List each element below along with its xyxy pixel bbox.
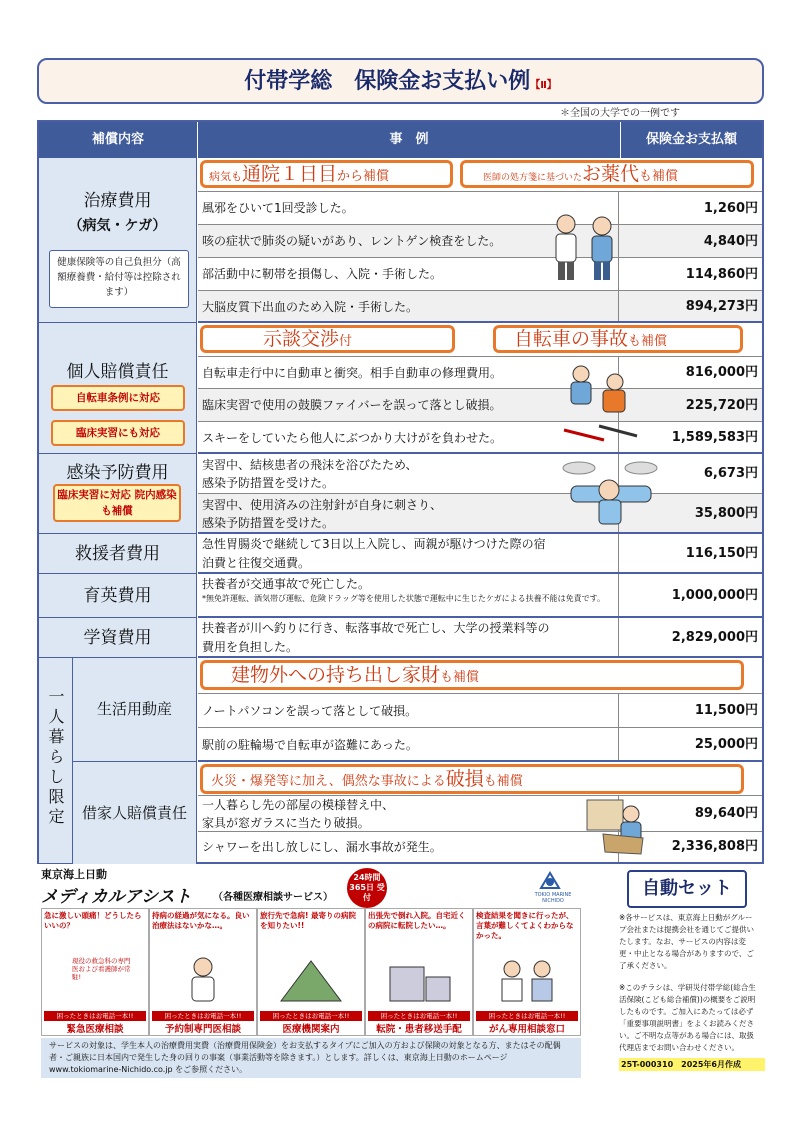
service-card-transfer: 出張先で倒れ入院。自宅近くの病院に転院したい…。 困ったときはお電話一本!! 転院・患者移送手配 <box>365 908 473 1036</box>
table-row: 大脳皮質下出血のため入院・手術した。 894,273円 <box>198 291 762 323</box>
movables-label: 生活用動産 <box>96 700 172 718</box>
table-row: 臨床実習で使用の鼓膜ファイバーを誤って落とし破損。 225,720円 <box>198 389 762 422</box>
table-row: 扶養者が交通事故で死亡した。 *無免許運転、酒気帯び運転、危険ドラッグ等を使用した状態で運転中に生じたケガによる扶養不能は免責です。 1,000,000円 <box>198 574 762 618</box>
movables-banner: 建物外への持ち出し家財も補償 <box>200 660 744 690</box>
service-card-specialist: 持病の経過が気になる。良い治療法はないかな…。 困ったときはお電話一本!! 予約制専門医相談 <box>149 908 257 1036</box>
table-row: 実習中、使用済みの注射針が自身に刺さり、 感染予防措置を受けた。 35,800円 <box>198 494 762 534</box>
service-card-cancer: 検査結果を聞きに行ったが、言葉が難しくてよくわからなかった。 困ったときはお電話一本!! がん専用相談窓口 <box>473 908 581 1036</box>
treatment-banner-1: 病気も通院１日目から補償 <box>200 160 453 188</box>
table-row: 一人暮らし先の部屋の模様替え中、 家具が窓ガラスに当たり破損。 89,640円 <box>198 796 762 832</box>
treatment-banner-row <box>198 158 762 192</box>
footer-code: 25T-000310 2025年6月作成 <box>619 1058 765 1071</box>
table-row: ノートパソコンを誤って落として破損。 11,500円 <box>198 694 762 728</box>
footer-side-note-2: ※このチラシは、学研災付帯学総(総合生活保険(こども総合補償))の概要をご説明したものです。ご加入にあたっては必ず「重要事項説明書」をよくお読みください。ご不明な点等がある場合には、取扱代理店までお問い合わせください。 <box>619 983 756 1052</box>
tenant-label: 借家人賠償責任 <box>81 804 187 822</box>
title-suffix: 【Ⅱ】 <box>530 80 557 91</box>
hospital-building-icon <box>384 953 454 1003</box>
rescue-label: 救援者費用 <box>75 544 160 564</box>
liability-tag-bicycle: 自転車条例に対応 <box>51 385 185 411</box>
section-tuition <box>39 618 197 658</box>
footer-company: 東京海上日動 <box>41 868 107 881</box>
treatment-label: 治療費用 <box>83 191 152 211</box>
doctor-icon <box>168 953 238 1003</box>
doctor-patient-illustration <box>544 208 624 288</box>
tenant-banner-row <box>198 762 762 796</box>
section-treatment <box>39 158 197 323</box>
infection-tag: 臨床実習に対応 院内感染も補償 <box>53 484 181 522</box>
benefit-table <box>37 120 764 864</box>
liability-banner-1: 示談交渉付 <box>200 325 455 353</box>
section-movables <box>73 658 197 762</box>
liability-label: 個人賠償責任 <box>66 362 169 382</box>
table-row: 実習中、結核患者の飛沫を浴びたため、 感染予防措置を受けた。 6,673円 <box>198 454 762 494</box>
section-tenant <box>73 762 197 864</box>
footer-side-note-1: ※各サービスは、東京海上日動がグループ会社または提携会社を通じてご提供いたします。なお、サービスの内容は変更・中止となる場合がありますので、ご了承ください。 <box>619 913 754 970</box>
footer-service-sub: （各種医療相談サービス） <box>213 892 333 903</box>
page-title: 付帯学総 保険金お支払い例 <box>244 69 531 94</box>
living-alone-label: 一人暮らし限定 <box>46 688 65 828</box>
movables-banner-row <box>198 658 762 694</box>
skier-collision-illustration <box>559 360 639 448</box>
surgery-illustration <box>559 456 659 532</box>
liability-banner-2: 自転車の事故も補償 <box>493 325 743 353</box>
header-example: 事 例 <box>198 122 621 158</box>
table-row: 部活動中に靭帯を損傷し、入院・手術した。 114,860円 <box>198 258 762 291</box>
table-row: 咳の症状で肺炎の疑いがあり、レントゲン検査をした。 4,840円 <box>198 225 762 258</box>
section-infection <box>39 454 197 534</box>
treatment-banner-2: 医師の処方箋に基づいたお薬代も補償 <box>460 160 754 188</box>
treatment-sub: （病気・ケガ） <box>68 218 167 234</box>
footer <box>37 866 764 1128</box>
section-upbringing <box>39 574 197 618</box>
footer-disclaimer: サービスの対象は、学生本人の治療費用実費（治療費用保険金）をお支払するタイプにご加入の方および保険の対象となる方、またはその配偶者・ご親族に日本国内で発生した身の回りの事案（事業活動等を除きます。）とします。詳しくは、東京海上日動のホームページ www.tokiomarine-Nichido.co.jp をご参照ください。 <box>41 1038 581 1078</box>
footer-service: メディカルアシスト <box>41 887 192 907</box>
tokio-marine-logo-text: TOKIO MARINE NICHIDO <box>534 892 572 904</box>
table-row: 急性胃腸炎で継続して3日以上入院し、両親が駆けつけた際の宿 泊費と往復交通費。 116,150円 <box>198 534 762 574</box>
tenant-banner: 火災・爆発等に加え、偶然な事故による破損も補償 <box>200 764 744 794</box>
footer-24h-badge: 24時間 365日 受付 <box>347 868 387 908</box>
title-box <box>37 58 764 104</box>
infection-label: 感染予防費用 <box>66 463 169 483</box>
table-row: シャワーを出し放しにし、漏水事故が発生。 2,336,808円 <box>198 832 762 862</box>
tent-icon <box>276 953 346 1003</box>
service-card-emergency: 急に激しい頭痛！どうしたらいいの？ 現役の救急科の専門医および看護師が常駐! 困ったときはお電話一本!! 緊急医療相談 <box>41 908 149 1036</box>
section-rescue <box>39 534 197 574</box>
upbringing-label: 育英費用 <box>83 586 152 606</box>
section-living-alone <box>39 658 73 864</box>
table-row: 扶養者が川へ釣りに行き、転落事故で死亡し、大学の授業料等の 費用を負担した。 2,829,000円 <box>198 618 762 658</box>
table-row: スキーをしていたら他人にぶつかり大けがを負わせた。 1,589,583円 <box>198 422 762 454</box>
treatment-note: 健康保険等の自己負担分（高額療養費・給付等は控除されます） <box>49 250 189 308</box>
furniture-accident-illustration <box>583 794 653 860</box>
table-row: 駅前の駐輪場で自転車が盗難にあった。 25,000円 <box>198 728 762 762</box>
header-amount: 保険金お支払額 <box>621 122 762 158</box>
subnote: ＊全国の大学での一例です <box>560 108 680 119</box>
section-liability <box>39 323 197 454</box>
header-coverage: 補償内容 <box>39 122 198 158</box>
liability-tag-clinical: 臨床実習にも対応 <box>51 420 185 446</box>
liability-banner-row <box>198 323 762 357</box>
consultation-icon <box>492 953 562 1003</box>
tuition-label: 学資費用 <box>83 628 152 648</box>
auto-set-badge: 自動セット <box>627 870 747 908</box>
table-row: 自転車走行中に自動車と衝突。相手自動車の修理費用。 816,000円 <box>198 357 762 389</box>
tokio-marine-logo-icon <box>537 870 563 892</box>
table-row: 風邪をひいて1回受診した。 1,260円 <box>198 192 762 225</box>
service-card-hospital-guide: 旅行先で急病! 最寄りの病院を知りたい!! 困ったときはお電話一本!! 医療機関案内 <box>257 908 365 1036</box>
